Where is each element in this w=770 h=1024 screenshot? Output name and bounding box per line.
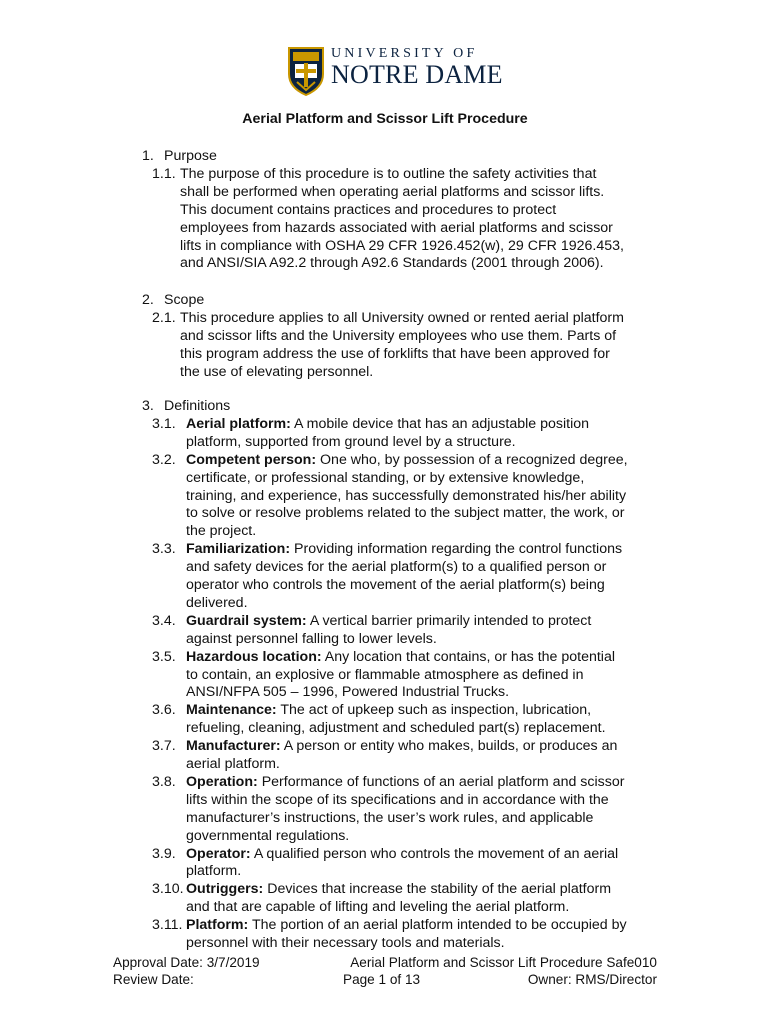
logo-university-text: UNIVERSITY OF (331, 46, 478, 61)
paragraph-line: ANSI/NFPA 505 – 1996, Powered Industrial Trucks. (186, 684, 510, 701)
paragraph-line: training, and experience, has successfully demonstrated his/her ability (186, 487, 627, 504)
footer-owner: Owner: RMS/Director (527, 972, 657, 987)
paragraph-line: aerial platform. (186, 756, 280, 772)
paragraph-line: manufacturer’s instructions, the user’s work rules, and applicable (186, 809, 594, 826)
item-number: 3.3. (152, 541, 176, 558)
definition-line (186, 916, 627, 934)
definition-term: Guardrail system: (186, 612, 307, 629)
section-heading: Purpose (164, 148, 217, 164)
definition-text: Performance of functions of an aerial platform and scissor (261, 773, 625, 790)
item-number: 3.8. (152, 773, 176, 790)
paragraph-line: and that are capable of lifting and leveling the aerial platform. (186, 899, 570, 916)
definition-line (186, 880, 611, 898)
footer-page-number: Page 1 of 13 (343, 972, 421, 987)
document-title: Aerial Platform and Scissor Lift Procedure (242, 111, 528, 127)
definition-line (186, 737, 617, 755)
definition-text: A mobile device that has an adjustable position (294, 415, 590, 432)
definition-line (186, 415, 589, 433)
definition-line (186, 648, 615, 666)
paragraph-line: to solve or resolve problems related to the subject matter, the work, or (186, 505, 625, 522)
definition-text: The act of upkeep such as inspection, lubrication, (280, 702, 592, 719)
paragraph-line: and safety devices for the aerial platform(s) to a qualified person or (186, 559, 607, 576)
definition-line (186, 540, 622, 558)
item-number: 3.6. (152, 702, 176, 719)
section-number: 3. (142, 398, 154, 414)
item-number: 2.1. (152, 309, 176, 326)
notre-dame-shield-icon (287, 46, 325, 96)
item-number: 1.1. (152, 165, 176, 182)
paragraph-line: refueling, cleaning, adjustment and scheduled part(s) replacement. (186, 720, 606, 737)
section-number: 2. (142, 292, 154, 308)
definition-line (186, 451, 628, 469)
paragraph-line: governmental regulations. (186, 827, 350, 844)
item-number: 3.9. (152, 845, 176, 862)
definition-text: A qualified person who controls the movement of an aerial (253, 845, 619, 862)
definition-term: Maintenance: (186, 702, 277, 719)
paragraph-line: This document contains practices and procedures to protect (180, 201, 557, 218)
footer-approval-date: Approval Date: 3/7/2019 (113, 955, 260, 970)
item-number: 3.7. (152, 738, 176, 755)
paragraph-line: lifts in compliance with OSHA 29 CFR 1926.452(w), 29 CFR 1926.453, (180, 237, 624, 254)
definition-line (186, 701, 591, 719)
item-number: 3.4. (152, 612, 176, 629)
paragraph-line: employees from hazards associated with aerial platforms and scissor (180, 219, 613, 236)
definition-line (186, 845, 618, 863)
definition-text: Any location that contains, or has the potential (324, 648, 616, 665)
item-number: 3.10. (152, 881, 184, 898)
paragraph-line: and ANSI/SIA A92.2 through A92.6 Standards (2001 through 2006). (180, 255, 604, 272)
definition-text: Devices that increase the stability of the aerial platform (267, 881, 612, 898)
paragraph-line: This procedure applies to all University owned or rented aerial platform (180, 309, 624, 326)
definition-line (186, 773, 624, 791)
section-number: 1. (142, 148, 154, 164)
section-heading: Definitions (164, 398, 231, 414)
paragraph-line: operator who controls the movement of the aerial platform(s) being (186, 577, 605, 593)
paragraph-line: personnel with their necessary tools and materials. (186, 935, 505, 951)
paragraph-line: platform, supported from ground level by a structure. (186, 433, 516, 450)
paragraph-line: The purpose of this procedure is to outline the safety activities that (180, 165, 597, 182)
definition-term: Manufacturer: (186, 738, 281, 755)
paragraph-line: lifts within the scope of its specifications and in accordance with the (186, 791, 609, 808)
definition-text: The portion of an aerial platform intended to be occupied by (251, 917, 627, 934)
section-heading: Scope (164, 292, 205, 308)
definition-text: One who, by possession of a recognized degree, (320, 451, 628, 468)
paragraph-line: certificate, or professional standing, or by extensive knowledge, (186, 469, 585, 486)
definition-term: Operation: (186, 773, 258, 790)
item-number: 3.1. (152, 415, 176, 432)
paragraph-line: against personnel falling to lower levels. (186, 630, 437, 647)
definition-term: Operator: (186, 845, 251, 862)
paragraph-line: the use of elevating personnel. (180, 363, 374, 380)
paragraph-line: shall be performed when operating aerial platforms and scissor lifts. (180, 183, 605, 200)
definition-term: Outriggers: (186, 881, 264, 898)
definition-term: Platform: (186, 917, 249, 934)
definition-text: Providing information regarding the control functions (294, 541, 623, 558)
paragraph-line: delivered. (186, 594, 248, 611)
paragraph-line: and scissor lifts and the University employees who use them. Parts of (180, 327, 617, 344)
definition-term: Aerial platform: (186, 415, 291, 432)
definition-term: Familiarization: (186, 541, 291, 558)
definition-line (186, 612, 591, 630)
item-number: 3.2. (152, 451, 176, 468)
university-logo (287, 44, 503, 98)
footer-review-date: Review Date: (113, 972, 194, 987)
paragraph-line: this program address the use of forklifts that have been approved for (180, 345, 610, 362)
paragraph-line: platform. (186, 863, 242, 880)
definition-text: A person or entity who makes, builds, or produces an (283, 738, 618, 755)
definition-text: A vertical barrier primarily intended to protect (309, 612, 592, 629)
logo-notre-dame-text: NOTRE DAME (331, 60, 503, 89)
item-number: 3.5. (152, 648, 176, 665)
footer-doc-title: Aerial Platform and Scissor Lift Procedure Safe010 (350, 955, 657, 970)
definition-term: Competent person: (186, 451, 317, 468)
definition-term: Hazardous location: (186, 648, 322, 665)
paragraph-line: to contain, an explosive or flammable atmosphere as defined in (186, 666, 584, 683)
paragraph-line: the project. (186, 523, 257, 540)
item-number: 3.11. (152, 917, 183, 934)
